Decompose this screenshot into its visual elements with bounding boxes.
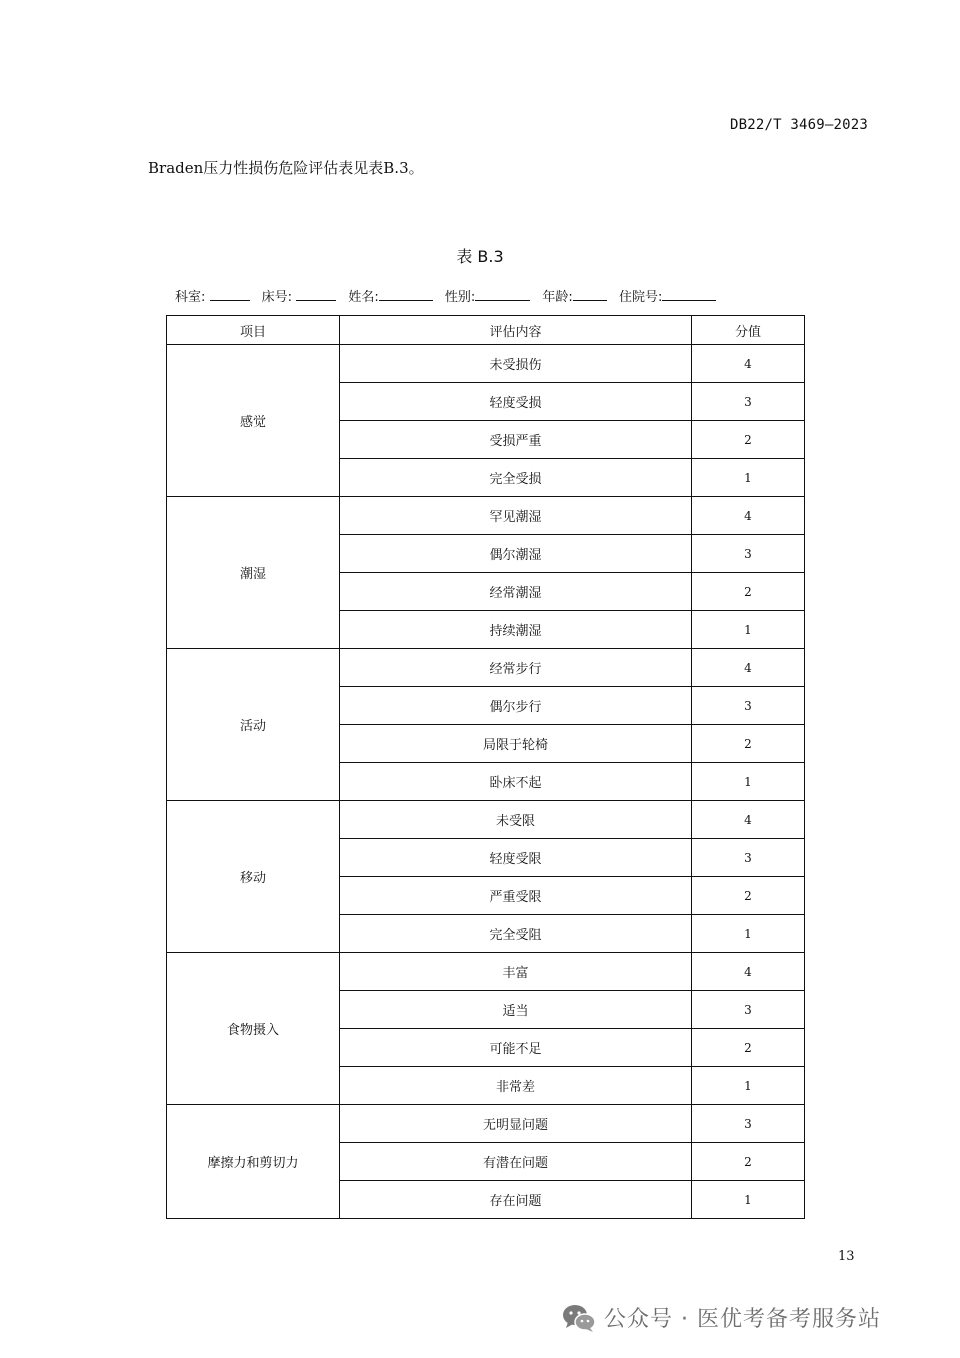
patient-info-line [175, 286, 724, 305]
content-cell: 卧床不起 [340, 763, 692, 801]
header-item: 项目 [167, 316, 340, 345]
name-field: 姓名: [348, 286, 440, 305]
score-cell: 1 [692, 1181, 805, 1219]
score-cell: 4 [692, 497, 805, 535]
category-cell: 移动 [167, 801, 340, 953]
score-cell: 3 [692, 991, 805, 1029]
content-cell: 经常步行 [340, 649, 692, 687]
score-cell: 1 [692, 1067, 805, 1105]
score-cell: 2 [692, 421, 805, 459]
score-cell: 2 [692, 573, 805, 611]
category-cell: 活动 [167, 649, 340, 801]
table-row [167, 345, 805, 383]
admission-no-field: 住院号: [619, 286, 724, 305]
content-cell: 偶尔潮湿 [340, 535, 692, 573]
score-cell: 3 [692, 535, 805, 573]
watermark-text: 公众号 · 医优考备考服务站 [604, 1307, 881, 1332]
content-cell: 轻度受限 [340, 839, 692, 877]
score-cell: 3 [692, 839, 805, 877]
table-row [167, 1105, 805, 1143]
score-cell: 1 [692, 915, 805, 953]
braden-assessment-table [166, 315, 805, 1219]
age-blank [573, 288, 607, 301]
dept-blank [210, 288, 250, 301]
table-row [167, 649, 805, 687]
score-cell: 1 [692, 611, 805, 649]
content-cell: 可能不足 [340, 1029, 692, 1067]
content-cell: 未受损伤 [340, 345, 692, 383]
score-cell: 2 [692, 1143, 805, 1181]
score-cell: 1 [692, 763, 805, 801]
gender-blank [475, 288, 530, 301]
score-cell: 4 [692, 801, 805, 839]
content-cell: 适当 [340, 991, 692, 1029]
admission-no-blank [662, 288, 716, 301]
header-content: 评估内容 [340, 316, 692, 345]
table-row [167, 801, 805, 839]
content-cell: 有潜在问题 [340, 1143, 692, 1181]
content-cell: 轻度受损 [340, 383, 692, 421]
content-cell: 持续潮湿 [340, 611, 692, 649]
score-cell: 2 [692, 877, 805, 915]
content-cell: 经常潮湿 [340, 573, 692, 611]
age-field: 年龄: [542, 286, 614, 305]
watermark [562, 1302, 881, 1333]
content-cell: 非常差 [340, 1067, 692, 1105]
content-cell: 偶尔步行 [340, 687, 692, 725]
content-cell: 丰富 [340, 953, 692, 991]
wechat-icon [562, 1303, 596, 1333]
category-cell: 感觉 [167, 345, 340, 497]
score-cell: 2 [692, 725, 805, 763]
score-cell: 4 [692, 649, 805, 687]
score-cell: 3 [692, 383, 805, 421]
content-cell: 严重受限 [340, 877, 692, 915]
name-blank [379, 288, 433, 301]
category-cell: 摩擦力和剪切力 [167, 1105, 340, 1219]
score-cell: 2 [692, 1029, 805, 1067]
content-cell: 完全受损 [340, 459, 692, 497]
table-row [167, 497, 805, 535]
document-code: DB22/T 3469—2023 [729, 117, 868, 133]
bed-blank [296, 288, 336, 301]
category-cell: 食物摄入 [167, 953, 340, 1105]
content-cell: 罕见潮湿 [340, 497, 692, 535]
table-row [167, 953, 805, 991]
content-cell: 完全受阻 [340, 915, 692, 953]
score-cell: 3 [692, 1105, 805, 1143]
content-cell: 受损严重 [340, 421, 692, 459]
content-cell: 未受限 [340, 801, 692, 839]
content-cell: 存在问题 [340, 1181, 692, 1219]
table-header-row [167, 316, 805, 345]
dept-field: 科室: [175, 286, 258, 305]
content-cell: 局限于轮椅 [340, 725, 692, 763]
score-cell: 4 [692, 345, 805, 383]
bed-field: 床号: [262, 286, 345, 305]
score-cell: 3 [692, 687, 805, 725]
category-cell: 潮湿 [167, 497, 340, 649]
table-title: 表 B.3 [456, 247, 504, 266]
score-cell: 1 [692, 459, 805, 497]
content-cell: 无明显问题 [340, 1105, 692, 1143]
header-score: 分值 [692, 316, 805, 345]
score-cell: 4 [692, 953, 805, 991]
page-number: 13 [838, 1249, 855, 1264]
gender-field: 性别: [445, 286, 538, 305]
intro-paragraph: Braden压力性损伤危险评估表见表B.3。 [148, 159, 424, 177]
